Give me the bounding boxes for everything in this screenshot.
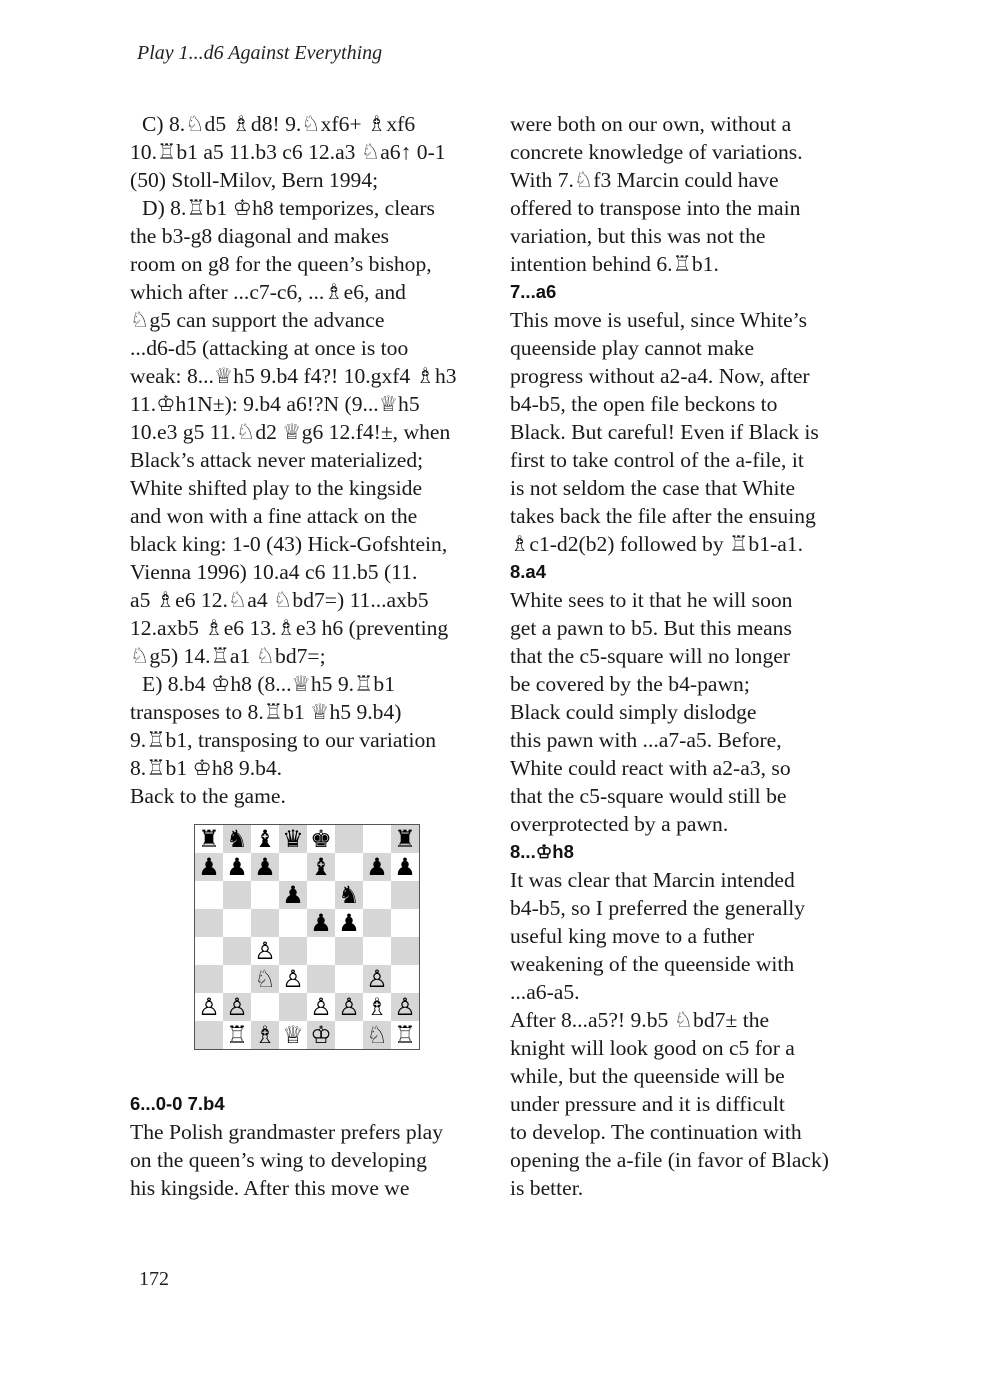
board-square [391, 825, 419, 853]
text-line: which after ...c7-c6, ...♗e6, and [130, 280, 406, 304]
chess-piece-icon: ♟ [226, 853, 248, 881]
chess-piece-icon: ♚ [310, 825, 332, 853]
board-square [223, 825, 251, 853]
move-heading: 8...♔h8 [510, 841, 574, 862]
text-line: This move is useful, since White’s [510, 308, 808, 332]
board-square [391, 881, 419, 909]
text-line: 10.e3 g5 11.♘d2 ♕g6 12.f4!±, when [130, 420, 451, 444]
text-line: b4-b5, so I preferred the generally [510, 896, 805, 920]
text-line: ♘g5) 14.♖a1 ♘bd7=; [130, 644, 326, 668]
text-line: intention behind 6.♖b1. [510, 252, 719, 276]
board-square [195, 993, 223, 1021]
chess-piece-icon: ♙ [226, 993, 248, 1021]
board-square [279, 853, 307, 881]
board-square [195, 909, 223, 937]
chess-piece-icon: ♜ [198, 825, 220, 853]
text-line: Vienna 1996) 10.a4 c6 11.b5 (11. [130, 560, 418, 584]
text-line: were both on our own, without a [510, 112, 792, 136]
board-square [223, 965, 251, 993]
board-square [251, 853, 279, 881]
text-line: The Polish grandmaster prefers play [130, 1120, 444, 1144]
text-line: White could react with a2-a3, so [510, 756, 791, 780]
chess-piece-icon: ♖ [226, 1021, 248, 1049]
text-line: E) 8.b4 ♔h8 (8...♕h5 9.♖b1 [142, 672, 395, 696]
text-line: White shifted play to the kingside [130, 476, 423, 500]
chess-piece-icon: ♙ [310, 993, 332, 1021]
text-line: overprotected by a pawn. [510, 812, 729, 836]
board-square [251, 881, 279, 909]
text-line: opening the a-file (in favor of Black) [510, 1148, 829, 1172]
text-line: 10.♖b1 a5 11.b3 c6 12.a3 ♘a6↑ 0-1 [130, 140, 446, 164]
board-square [307, 909, 335, 937]
text-line: knight will look good on c5 for a [510, 1036, 795, 1060]
text-line: on the queen’s wing to developing [130, 1148, 427, 1172]
board-square [335, 825, 363, 853]
text-line: Back to the game. [130, 784, 286, 808]
board-square [279, 993, 307, 1021]
board-square [195, 825, 223, 853]
board-square [279, 909, 307, 937]
chess-piece-icon: ♟ [198, 853, 220, 881]
board-square [335, 1021, 363, 1049]
board-square [223, 1021, 251, 1049]
chess-piece-icon: ♟ [254, 853, 276, 881]
board-square [391, 965, 419, 993]
text-line: progress without a2-a4. Now, after [510, 364, 810, 388]
move-heading: 8.a4 [510, 561, 547, 582]
text-line: 8.♖b1 ♔h8 9.b4. [130, 756, 283, 780]
chess-piece-icon: ♝ [254, 825, 276, 853]
text-line: White sees to it that he will soon [510, 588, 793, 612]
text-line: takes back the file after the ensuing [510, 504, 816, 528]
board-square [307, 993, 335, 1021]
left-text-bottom [130, 1118, 492, 1202]
board-square [223, 909, 251, 937]
board-square [335, 993, 363, 1021]
text-line: 9.♖b1, transposing to our variation [130, 728, 437, 752]
text-line: while, but the queenside will be [510, 1064, 785, 1088]
board-square [279, 881, 307, 909]
text-line: the b3-g8 diagonal and makes [130, 224, 390, 248]
text-line: and won with a fine attack on the [130, 504, 418, 528]
text-line: ...a6-a5. [510, 980, 580, 1004]
chess-piece-icon: ♘ [366, 1021, 388, 1049]
text-line: get a pawn to b5. But this means [510, 616, 792, 640]
text-line: first to take control of the a-file, it [510, 448, 804, 472]
board-square [195, 965, 223, 993]
text-line: queenside play cannot make [510, 336, 755, 360]
board-square [391, 993, 419, 1021]
board-square [363, 937, 391, 965]
board-square [307, 937, 335, 965]
text-line: D) 8.♖b1 ♔h8 temporizes, clears [142, 196, 435, 220]
board-square [251, 909, 279, 937]
board-square [279, 1021, 307, 1049]
board-square [223, 937, 251, 965]
text-line: that the c5-square would still be [510, 784, 787, 808]
board-square [391, 853, 419, 881]
board-square [307, 881, 335, 909]
board-square [391, 909, 419, 937]
board-square [363, 993, 391, 1021]
chess-piece-icon: ♗ [366, 993, 388, 1021]
chess-piece-icon: ♞ [226, 825, 248, 853]
running-head: Play 1...d6 Against Everything [137, 42, 383, 64]
text-line: useful king move to a futher [510, 924, 755, 948]
text-line: is not seldom the case that White [510, 476, 796, 500]
text-line: b4-b5, the open file beckons to [510, 392, 778, 416]
chess-piece-icon: ♕ [282, 1021, 304, 1049]
board-square [195, 881, 223, 909]
board-square [363, 825, 391, 853]
chess-piece-icon: ♛ [282, 825, 304, 853]
board-square [251, 993, 279, 1021]
chess-piece-icon: ♟ [366, 853, 388, 881]
text-line: under pressure and it is difficult [510, 1092, 785, 1116]
chess-piece-icon: ♝ [310, 853, 332, 881]
text-line: room on g8 for the queen’s bishop, [130, 252, 432, 276]
chess-piece-icon: ♟ [282, 881, 304, 909]
board-square [335, 965, 363, 993]
chess-piece-icon: ♙ [198, 993, 220, 1021]
text-line: 12.axb5 ♗e6 13.♗e3 h6 (preventing [130, 616, 449, 640]
text-line: C) 8.♘d5 ♗d8! 9.♘xf6+ ♗xf6 [142, 112, 416, 136]
text-line: his kingside. After this move we [130, 1176, 410, 1200]
text-line: 11.♔h1N±): 9.b4 a6!?N (9...♕h5 [130, 392, 420, 416]
chess-piece-icon: ♗ [254, 1021, 276, 1049]
chess-piece-icon: ♞ [338, 881, 360, 909]
chess-piece-icon: ♙ [282, 965, 304, 993]
text-line: With 7.♘f3 Marcin could have [510, 168, 779, 192]
chess-piece-icon: ♙ [254, 937, 276, 965]
board-square [307, 1021, 335, 1049]
board-square [251, 825, 279, 853]
board-square [363, 1021, 391, 1049]
move-heading: 7...a6 [510, 281, 557, 302]
board-square [279, 825, 307, 853]
text-line: transposes to 8.♖b1 ♕h5 9.b4) [130, 700, 402, 724]
left-text-top [130, 110, 492, 810]
move-heading: 6...0-0 7.b4 [130, 1093, 225, 1114]
text-line: offered to transpose into the main [510, 196, 801, 220]
board-square [363, 965, 391, 993]
chess-piece-icon: ♙ [366, 965, 388, 993]
board-square [251, 1021, 279, 1049]
board-square [195, 1021, 223, 1049]
chess-piece-icon: ♜ [394, 825, 416, 853]
board-square [279, 965, 307, 993]
text-line: a5 ♗e6 12.♘a4 ♘bd7=) 11...axb5 [130, 588, 429, 612]
text-line: to develop. The continuation with [510, 1120, 802, 1144]
chess-piece-icon: ♙ [394, 993, 416, 1021]
board-square [335, 881, 363, 909]
text-line: ♗c1-d2(b2) followed by ♖b1-a1. [510, 532, 803, 556]
board-square [195, 853, 223, 881]
board-square [335, 853, 363, 881]
text-line: weakening of the queenside with [510, 952, 795, 976]
board-square [223, 881, 251, 909]
board-square [363, 881, 391, 909]
text-line: variation, but this was not the [510, 224, 766, 248]
chess-diagram-area [130, 810, 492, 1090]
board-square [363, 909, 391, 937]
chess-piece-icon: ♖ [394, 1021, 416, 1049]
board-square [307, 965, 335, 993]
text-line: (50) Stoll-Milov, Bern 1994; [130, 168, 379, 192]
board-square [391, 1021, 419, 1049]
board-square [363, 853, 391, 881]
board-square [223, 993, 251, 1021]
board-square [251, 965, 279, 993]
board-square [195, 937, 223, 965]
board-square [223, 853, 251, 881]
chess-board [194, 824, 420, 1050]
board-square [251, 937, 279, 965]
text-line: ♘g5 can support the advance [130, 308, 385, 332]
text-line: this pawn with ...a7-a5. Before, [510, 728, 782, 752]
text-line: that the c5-square will no longer [510, 644, 791, 668]
chess-piece-icon: ♔ [310, 1021, 332, 1049]
right-column [510, 110, 872, 1202]
text-line: Black. But careful! Even if Black is [510, 420, 819, 444]
chess-piece-icon: ♙ [338, 993, 360, 1021]
text-line: Black’s attack never materialized; [130, 448, 424, 472]
text-line: ...d6-d5 (attacking at once is too [130, 336, 409, 360]
board-square [279, 937, 307, 965]
text-line: be covered by the b4-pawn; [510, 672, 750, 696]
page-number: 172 [139, 1268, 169, 1290]
board-square [391, 937, 419, 965]
text-line: is better. [510, 1176, 584, 1200]
chess-piece-icon: ♟ [310, 909, 332, 937]
text-line: After 8...a5?! 9.b5 ♘bd7± the [510, 1008, 770, 1032]
chess-piece-icon: ♟ [338, 909, 360, 937]
board-square [335, 937, 363, 965]
text-line: Black could simply dislodge [510, 700, 757, 724]
text-line: black king: 1-0 (43) Hick-Gofshtein, [130, 532, 448, 556]
text-line: weak: 8...♕h5 9.b4 f4?! 10.gxf4 ♗h3 [130, 364, 457, 388]
text-line: concrete knowledge of variations. [510, 140, 803, 164]
left-column [130, 110, 492, 1202]
board-square [335, 909, 363, 937]
chess-piece-icon: ♘ [254, 965, 276, 993]
board-square [307, 853, 335, 881]
chess-piece-icon: ♟ [394, 853, 416, 881]
text-line: It was clear that Marcin intended [510, 868, 795, 892]
board-square [307, 825, 335, 853]
